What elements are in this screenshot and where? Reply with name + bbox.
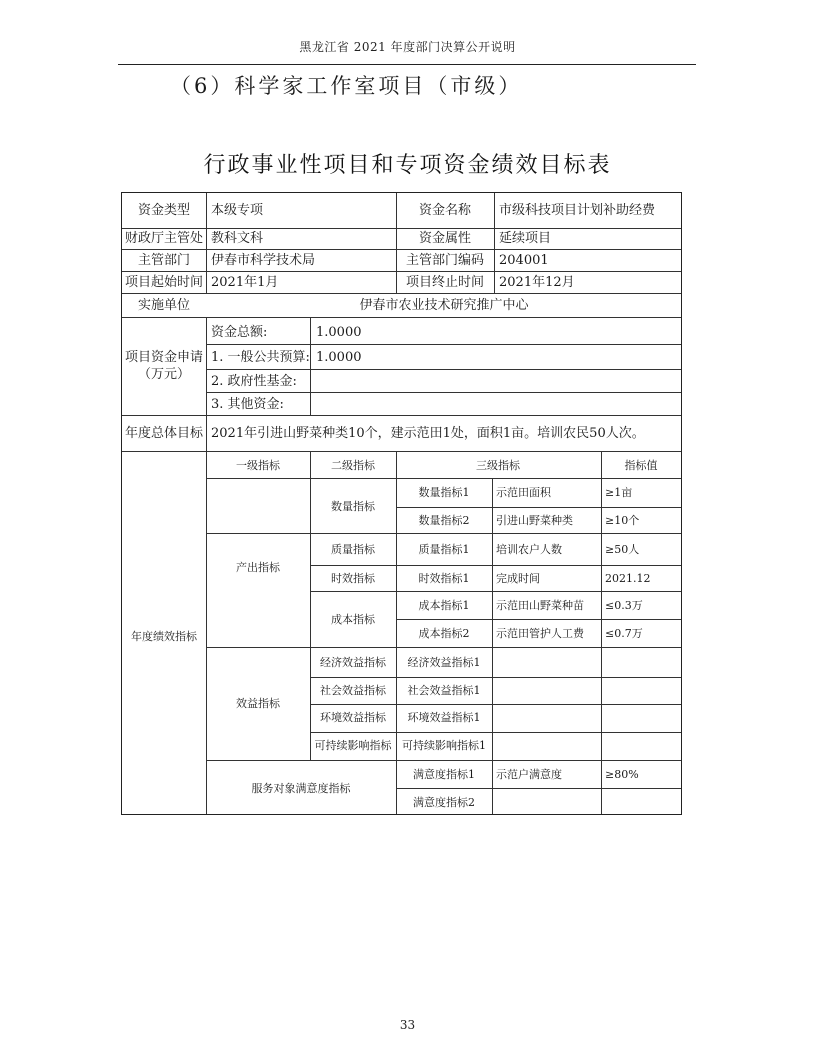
header-l3: 三级指标	[476, 459, 520, 472]
total-value: 1.0000	[316, 325, 362, 340]
start-value: 2021年1月	[211, 275, 279, 290]
fund-name-value: 市级科技项目计划补助经费	[499, 203, 656, 218]
indicator-code: 成本指标2	[418, 627, 470, 640]
col-line	[206, 193, 207, 293]
quantity-label: 数量指标	[331, 500, 375, 513]
col-line	[310, 451, 311, 760]
col-line	[601, 451, 602, 814]
annual-goal-text: 2021年引进山野菜种类10个，建示范田1处，面积1亩。培训农民50人次。	[211, 426, 645, 441]
satisfaction-code: 满意度指标1	[413, 768, 475, 781]
satisfaction-code: 满意度指标2	[413, 796, 475, 809]
indicator-code: 数量指标2	[418, 514, 470, 527]
indicator-value: ≥50人	[605, 543, 640, 556]
benefit-l2: 可持续影响指标	[314, 739, 392, 752]
indicator-value: ≥1亩	[605, 486, 633, 499]
perf-label: 年度绩效指标	[131, 630, 197, 643]
col-line	[396, 451, 397, 814]
satisfaction-value: ≥80%	[605, 768, 639, 781]
indicator-name: 完成时间	[496, 572, 540, 585]
header-value: 指标值	[624, 459, 658, 472]
dept-value: 伊春市科学技术局	[211, 253, 316, 268]
unit-label: 实施单位	[137, 298, 191, 313]
dept-code-value: 204001	[499, 253, 549, 268]
fund-name-label: 资金名称	[418, 203, 472, 218]
indicator-value: ≥10个	[605, 514, 640, 527]
fund-attr-value: 延续项目	[499, 231, 552, 246]
satisfaction-label: 服务对象满意度指标	[251, 782, 351, 795]
fund-attr-label: 资金属性	[418, 231, 472, 246]
output-label: 产出指标	[236, 561, 280, 574]
public-budget-label: 1. 一般公共预算:	[211, 350, 310, 365]
col-line	[310, 317, 311, 415]
quality-label: 质量指标	[331, 543, 375, 556]
page-number: 33	[399, 1018, 416, 1032]
annual-goal-label: 年度总体目标	[124, 426, 204, 441]
row-line	[396, 507, 681, 508]
total-label: 资金总额:	[211, 325, 268, 340]
indicator-code: 质量指标1	[418, 543, 470, 556]
fund-type-value: 本级专项	[211, 203, 264, 218]
indicator-code: 时效指标1	[418, 572, 470, 585]
col-line	[492, 478, 493, 814]
indicator-code: 数量指标1	[418, 486, 470, 499]
row-line	[396, 619, 681, 620]
time-label: 时效指标	[331, 572, 375, 585]
benefit-label: 效益指标	[236, 697, 280, 710]
dept-label: 主管部门	[137, 253, 191, 268]
benefit-l2: 环境效益指标	[320, 711, 386, 724]
header-l2: 二级指标	[331, 459, 375, 472]
benefit-code: 可持续影响指标1	[402, 739, 486, 752]
table-title: 行政事业性项目和专项资金绩效目标表	[203, 153, 612, 178]
row-line	[310, 704, 681, 705]
benefit-code: 环境效益指标1	[407, 711, 481, 724]
gov-fund-label: 2. 政府性基金:	[211, 374, 297, 389]
indicator-code: 成本指标1	[418, 599, 470, 612]
unit-value: 伊春市农业技术研究推广中心	[359, 298, 529, 313]
performance-table	[121, 192, 682, 815]
benefit-l2: 经济效益指标	[320, 656, 386, 669]
row-line	[206, 760, 681, 761]
row-line	[206, 647, 681, 648]
header-rule	[118, 64, 696, 65]
row-line	[206, 478, 681, 479]
finance-dept-label: 财政厅主管处	[124, 231, 204, 246]
document-header: 黑龙江省 2021 年度部门决算公开说明	[299, 40, 516, 54]
start-label: 项目起始时间	[124, 275, 204, 290]
col-line	[494, 193, 495, 293]
finance-dept-value: 教科文科	[211, 231, 264, 246]
end-value: 2021年12月	[499, 275, 575, 290]
col-line	[206, 317, 207, 415]
col-line	[206, 415, 207, 451]
benefit-code: 经济效益指标1	[407, 656, 481, 669]
col-line	[396, 193, 397, 293]
benefit-l2: 社会效益指标	[320, 684, 386, 697]
fund-type-label: 资金类型	[137, 203, 191, 218]
indicator-name: 示范田山野菜种苗	[496, 599, 584, 612]
row-line	[310, 677, 681, 678]
other-fund-label: 3. 其他资金:	[211, 397, 284, 412]
row-line	[310, 565, 681, 566]
section-title: （6）科学家工作室项目（市级）	[170, 74, 523, 98]
row-line	[396, 788, 681, 789]
funds-label: 项目资金申请	[124, 350, 204, 365]
row-line	[122, 293, 681, 294]
indicator-value: 2021.12	[605, 572, 651, 585]
row-line	[206, 533, 681, 534]
indicator-name: 示范田面积	[496, 486, 551, 499]
header-l1: 一级指标	[236, 459, 280, 472]
indicator-name: 示范田管护人工费	[496, 627, 584, 640]
row-line	[310, 591, 681, 592]
row-line	[310, 732, 681, 733]
row-line	[206, 392, 681, 393]
indicator-name: 引进山野菜种类	[496, 514, 573, 527]
row-line	[206, 369, 681, 370]
end-label: 项目终止时间	[405, 275, 485, 290]
benefit-code: 社会效益指标1	[407, 684, 481, 697]
col-line	[206, 451, 207, 814]
dept-code-label: 主管部门编码	[405, 253, 485, 268]
row-line	[206, 344, 681, 345]
cost-label: 成本指标	[331, 613, 375, 626]
indicator-name: 培训农户人数	[496, 543, 562, 556]
indicator-value: ≤0.7万	[605, 627, 643, 640]
indicator-value: ≤0.3万	[605, 599, 643, 612]
satisfaction-name: 示范户满意度	[496, 768, 562, 781]
funds-unit: （万元）	[137, 367, 191, 382]
public-budget-value: 1.0000	[316, 350, 362, 365]
